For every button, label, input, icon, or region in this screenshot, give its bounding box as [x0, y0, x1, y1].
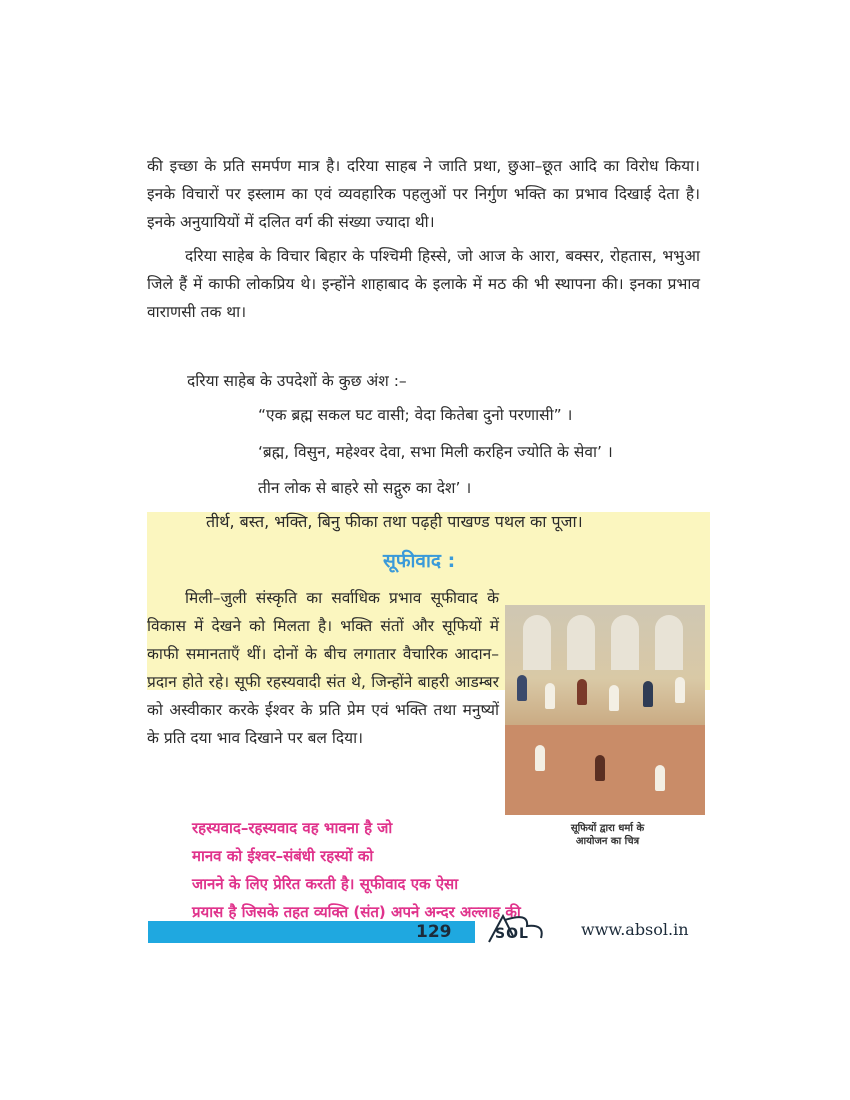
definition-line-3: जानने के लिए प्रेरित करती है। सूफीवाद एक ऐसा [192, 875, 459, 893]
quote-line-2: ‘ब्रह्म, विसुन, महेश्वर देवा, सभा मिली करहिन ज्योति के सेवा’ । [258, 443, 613, 461]
figure-person [655, 765, 665, 791]
figure-person [643, 681, 653, 707]
definition-line-1: रहस्यवाद–रहस्यवाद वह भावना है जो [192, 819, 393, 837]
arch-shape [523, 615, 551, 670]
figure-person [577, 679, 587, 705]
logo-text: SOL [495, 926, 529, 942]
definition-line-2: मानव को ईश्वर–संबंधी रहस्यों को [192, 847, 374, 865]
page-number: 129 [416, 922, 452, 942]
quote-line-4: तीर्थ, बस्त, भक्ति, बिनु फीका तथा पढ़ही पाखण्ड पथल का पूजा। [206, 512, 583, 531]
section-heading: सूफीवाद : [383, 550, 456, 572]
figure-caption [540, 822, 675, 848]
paragraph-2: दरिया साहेब के विचार बिहार के पश्चिमी हिस्से, जो आज के आरा, बक्सर, रोहतास, भभुआ जिले हैं में काफी लोकप्रिय थे। इन्होंने शाहाबाद के इलाके में मठ की भी स्थापना की। इनका प्रभाव वाराणसी तक था। [147, 247, 700, 321]
figure-person [595, 755, 605, 781]
quote-line-1: “एक ब्रह्म सकल घट वासी; वेदा कितेबा दुनो परणासी” । [258, 406, 573, 424]
quotes-intro: दरिया साहेब के उपदेशों के कुछ अंश :– [187, 372, 407, 390]
figure-person [675, 677, 685, 703]
caption-line-1: सूफियों द्वारा धर्मा के [570, 823, 645, 834]
figure-person [535, 745, 545, 771]
definition-line-4: प्रयास है जिसके तहत व्यक्ति (संत) अपने अन्दर अल्लाह की [192, 903, 521, 921]
website-link[interactable]: www.absol.in [581, 920, 689, 939]
quote-line-3: तीन लोक से बाहरे सो सद्गुरु का देश’ । [258, 479, 472, 497]
sufi-gathering-illustration [505, 605, 705, 815]
figure-person [545, 683, 555, 709]
figure-person [609, 685, 619, 711]
caption-line-2: आयोजन का चित्र [575, 836, 640, 847]
arch-shape [567, 615, 595, 670]
arch-shape [655, 615, 683, 670]
sufism-paragraph: मिली–जुली संस्कृति का सर्वाधिक प्रभाव सूफीवाद के विकास में देखने को मिलता है। भक्ति संतों और सूफियों में काफी समानताएँ थीं। दोनों के बीच लगातार वैचारिक आदान–प्रदान होते रहे। सूफी रहस्यवादी संत थे, जिन्होंने बाहरी आडम्बर को अस्वीकार करके ईश्वर के प्रति प्रेम एवं भक्ति तथा मनुष्यों के प्रति दया भाव दिखाने पर बल दिया। [147, 589, 499, 747]
paragraph-1: की इच्छा के प्रति समर्पण मात्र है। दरिया साहब ने जाति प्रथा, छुआ–छूत आदि का विरोध किया। इनके विचारों पर इस्लाम का एवं व्यवहारिक पहलुओं पर निर्गुण भक्ति का प्रभाव दिखाई देता है। इनके अनुयायियों में दलित वर्ग की संख्या ज्यादा थी। [147, 157, 700, 231]
arch-shape [611, 615, 639, 670]
figure-person [517, 675, 527, 701]
